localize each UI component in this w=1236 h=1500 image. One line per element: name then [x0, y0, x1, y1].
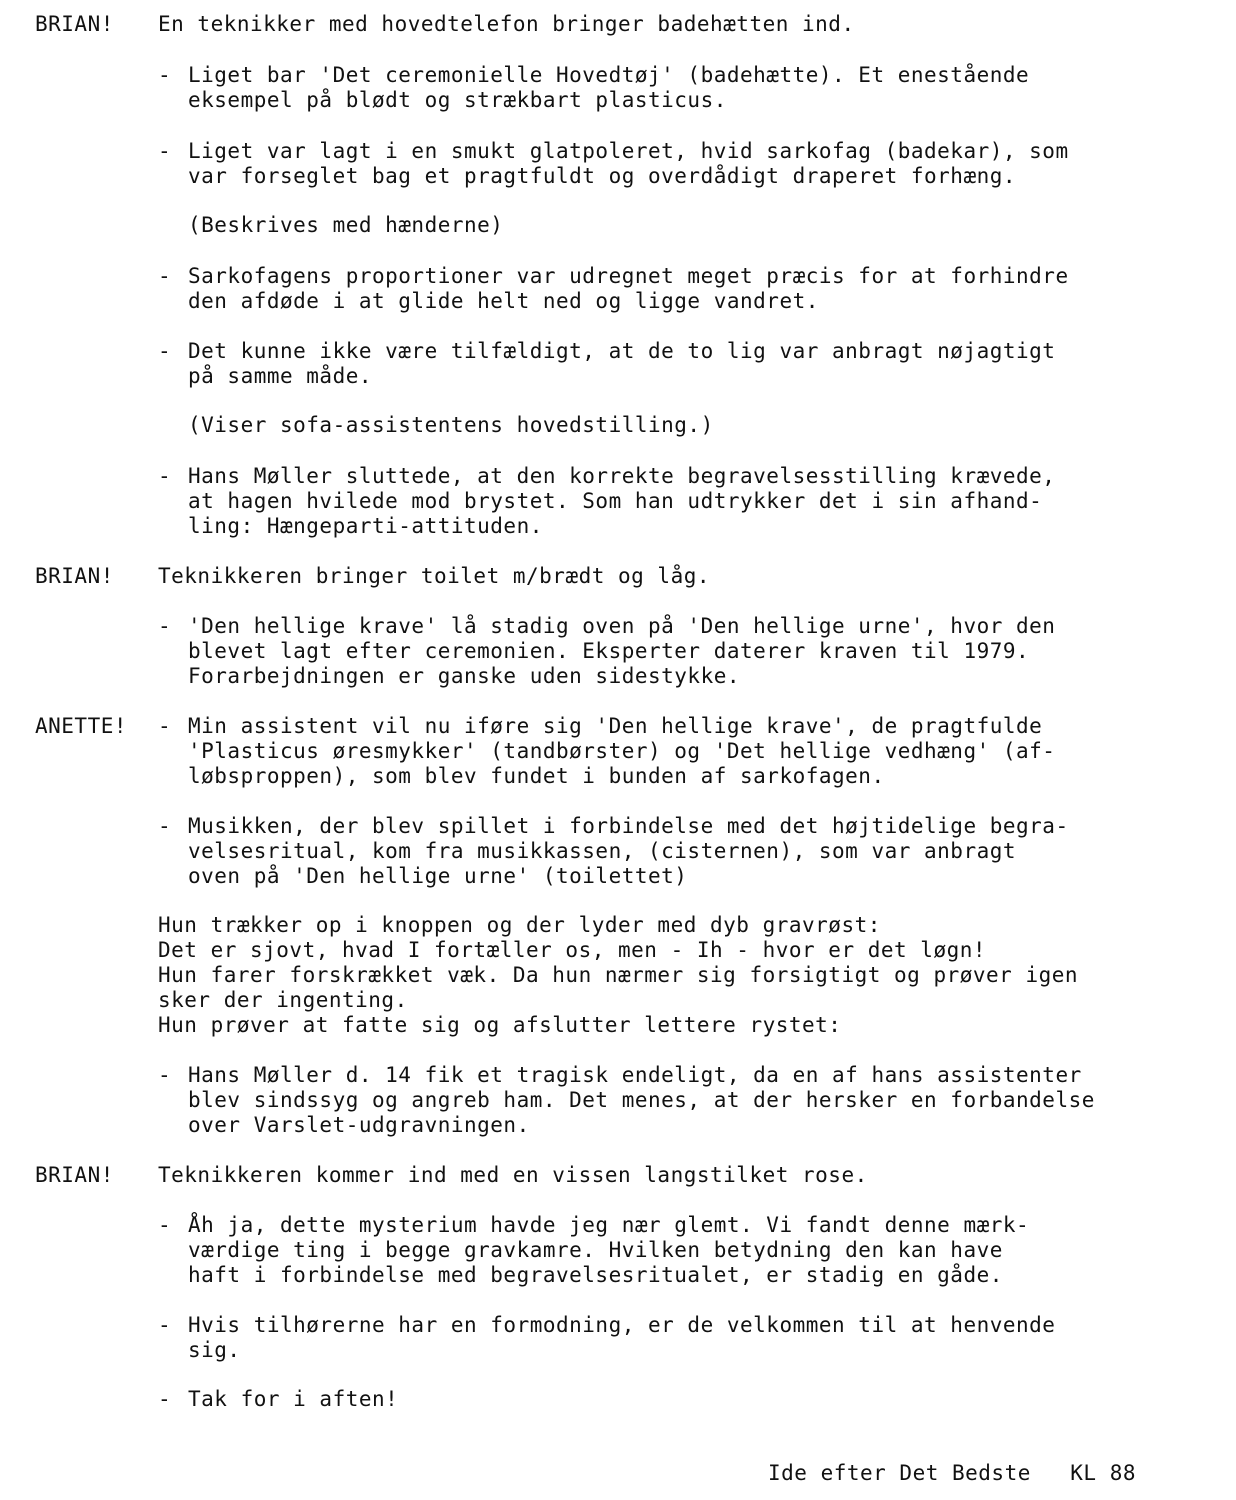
footer-credit: Ide efter Det Bedste KL 88 [768, 1461, 1137, 1485]
bullet-text-line: løbsproppen), som blev fundet i bunden af sarkofagen. [188, 764, 885, 788]
narrative-line: Hun trækker op i knoppen og der lyder med dyb gravrøst: [158, 913, 881, 937]
bullet-dash: - [158, 714, 172, 738]
bullet-text-line: oven på 'Den hellige urne' (toilettet) [188, 864, 688, 888]
stage-note: (Beskrives med hænderne) [188, 213, 504, 237]
bullet-dash: - [158, 1063, 172, 1087]
bullet-text-line: værdige ting i begge gravkamre. Hvilken betydning den kan have [188, 1238, 1003, 1262]
bullet-text-line: Åh ja, dette mysterium havde jeg nær glemt. Vi fandt denne mærk- [188, 1213, 1030, 1237]
narrative-line: Hun prøver at fatte sig og afslutter lettere rystet: [158, 1013, 842, 1037]
bullet-text-line: Tak for i aften! [188, 1387, 399, 1411]
bullet-dash: - [158, 464, 172, 488]
stage-direction: En teknikker med hovedtelefon bringer badehætten ind. [158, 12, 855, 36]
bullet-dash: - [158, 63, 172, 87]
bullet-text-line: sig. [188, 1338, 241, 1362]
bullet-text-line: Hvis tilhørerne har en formodning, er de velkommen til at henvende [188, 1313, 1056, 1337]
bullet-text-line: over Varslet-udgravningen. [188, 1113, 530, 1137]
speaker-label: BRIAN! [35, 564, 114, 588]
narrative-line: Hun farer forskrækket væk. Da hun nærmer sig forsigtigt og prøver igen [158, 963, 1079, 987]
bullet-text-line: 'Den hellige krave' lå stadig oven på 'Den hellige urne', hvor den [188, 614, 1056, 638]
bullet-dash: - [158, 814, 172, 838]
bullet-text-line: på samme måde. [188, 364, 373, 388]
bullet-text-line: 'Plasticus øresmykker' (tandbørster) og 'Det hellige vedhæng' (af- [188, 739, 1056, 763]
bullet-text-line: Min assistent vil nu iføre sig 'Den hellige krave', de pragtfulde [188, 714, 1043, 738]
narrative-line: sker der ingenting. [158, 988, 408, 1012]
bullet-text-line: eksempel på blødt og strækbart plasticus. [188, 88, 727, 112]
bullet-dash: - [158, 614, 172, 638]
bullet-text-line: var forseglet bag et pragtfuldt og overdådigt draperet forhæng. [188, 164, 1017, 188]
bullet-text-line: velsesritual, kom fra musikkassen, (cisternen), som var anbragt [188, 839, 1017, 863]
bullet-text-line: ling: Hængeparti-attituden. [188, 514, 543, 538]
bullet-text-line: Musikken, der blev spillet i forbindelse med det højtidelige begra- [188, 814, 1069, 838]
bullet-dash: - [158, 1313, 172, 1337]
bullet-dash: - [158, 264, 172, 288]
speaker-label: ANETTE! [35, 714, 128, 738]
speaker-label: BRIAN! [35, 12, 114, 36]
bullet-text-line: Sarkofagens proportioner var udregnet meget præcis for at forhindre [188, 264, 1069, 288]
bullet-dash: - [158, 139, 172, 163]
bullet-text-line: Det kunne ikke være tilfældigt, at de to lig var anbragt nøjagtigt [188, 339, 1056, 363]
stage-direction: Teknikkeren bringer toilet m/brædt og låg. [158, 564, 711, 588]
bullet-text-line: Liget bar 'Det ceremonielle Hovedtøj' (badehætte). Et enestående [188, 63, 1030, 87]
stage-note: (Viser sofa-assistentens hovedstilling.) [188, 413, 714, 437]
bullet-text-line: blev sindssyg og angreb ham. Det menes, at der hersker en forbandelse [188, 1088, 1095, 1112]
bullet-text-line: at hagen hvilede mod brystet. Som han udtrykker det i sin afhand- [188, 489, 1043, 513]
bullet-text-line: haft i forbindelse med begravelsesritualet, er stadig en gåde. [188, 1263, 1003, 1287]
bullet-text-line: Hans Møller d. 14 fik et tragisk endeligt, da en af hans assistenter [188, 1063, 1082, 1087]
bullet-text-line: Hans Møller sluttede, at den korrekte begravelsesstilling krævede, [188, 464, 1056, 488]
speaker-label: BRIAN! [35, 1163, 114, 1187]
bullet-text-line: Liget var lagt i en smukt glatpoleret, hvid sarkofag (badekar), som [188, 139, 1069, 163]
stage-direction: Teknikkeren kommer ind med en vissen langstilket rose. [158, 1163, 868, 1187]
bullet-text-line: den afdøde i at glide helt ned og ligge vandret. [188, 289, 819, 313]
narrative-line: Det er sjovt, hvad I fortæller os, men - Ih - hvor er det løgn! [158, 938, 987, 962]
bullet-dash: - [158, 1213, 172, 1237]
bullet-text-line: Forarbejdningen er ganske uden sidestykke. [188, 664, 741, 688]
bullet-dash: - [158, 1387, 172, 1411]
bullet-text-line: blevet lagt efter ceremonien. Eksperter daterer kraven til 1979. [188, 639, 1030, 663]
bullet-dash: - [158, 339, 172, 363]
